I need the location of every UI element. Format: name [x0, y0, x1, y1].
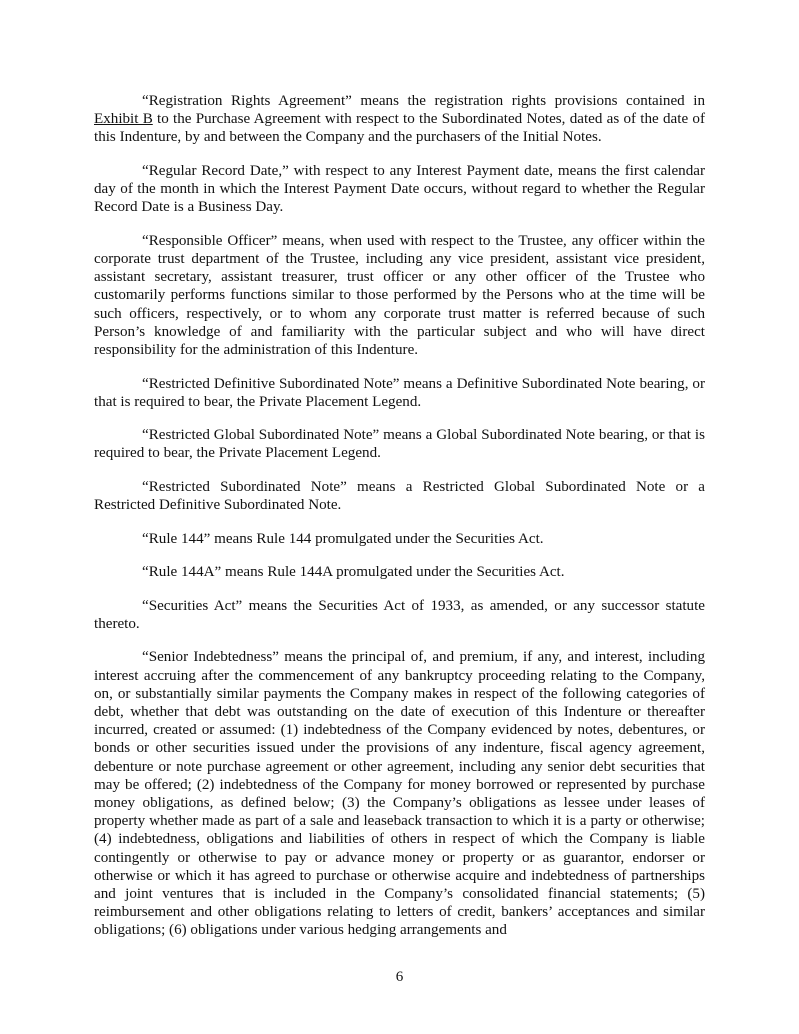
definition-responsible-officer: “Responsible Officer” means, when used with respect to the Trustee, any officer within the corporate trust department of the Trustee, including any vice president, assistant vice president, assistant secretary, assistant treasurer, trust officer or any other officer of the Trustee who customarily performs functions similar to those performed by the Persons who at the time will be such officers, respectively, or to whom any corporate trust matter is referred because of such Person’s knowledge of and familiarity with the particular subject and who will have direct responsibility for the administration of this Indenture. — [94, 232, 705, 359]
definition-restricted-subordinated-note: “Restricted Subordinated Note” means a Restricted Global Subordinated Note or a Restricted Definitive Subordinated Note. — [94, 478, 705, 514]
document-body — [94, 92, 705, 955]
definition-rule-144: “Rule 144” means Rule 144 promulgated under the Securities Act. — [142, 530, 544, 547]
definition-restricted-definitive-subordinated-note: “Restricted Definitive Subordinated Note” means a Definitive Subordinated Note bearing, or that is required to bear, the Private Placement Legend. — [94, 375, 705, 410]
definition-regular-record-date: “Regular Record Date,” with respect to any Interest Payment date, means the first calendar day of the month in which the Interest Payment Date occurs, without regard to whether the Regular Record Date is a Business Day. — [94, 162, 705, 216]
definition-securities-act: “Securities Act” means the Securities Act of 1933, as amended, or any successor statute thereto. — [94, 597, 705, 632]
definition-rule-144a: “Rule 144A” means Rule 144A promulgated under the Securities Act. — [142, 564, 565, 581]
definition-registration-rights-agreement — [94, 92, 705, 147]
paragraph-text: “Registration Rights Agreement” means the registration rights provisions contained in — [142, 93, 705, 109]
definition-restricted-global-subordinated-note: “Restricted Global Subordinated Note” means a Global Subordinated Note bearing, or that is required to bear, the Private Placement Legend. — [94, 427, 705, 462]
definition-senior-indebtedness: “Senior Indebtedness” means the principal of, and premium, if any, and interest, including interest accruing after the commencement of any bankruptcy proceeding relating to the Company, on, or substantially similar payments the Company makes in respect of the following categories of debt, whether that debt was outstanding on the date of execution of this Indenture or thereafter incurred, created or assumed: (1) indebtedness of the Company evidenced by notes, debentures, or bonds or other securities issued under the provisions of any indenture, fiscal agency agreement, debenture or note purchase agreement or other agreement, including any senior debt securities that may be offered; (2) indebtedness of the Company for money borrowed or represented by purchase money obligations, as defined below; (3) the Company’s obligations as lessee under leases of property whether made as part of a sale and leaseback transaction to which it is a party or otherwise; (4) indebtedness, obligations and liabilities of others in respect of which the Company is liable contingently or otherwise to pay or advance money or property or as guarantor, endorser or otherwise or which it has agreed to purchase or otherwise acquire and indebtedness of partnerships and joint ventures that is included in the Company’s consolidated financial statements; (5) reimbursement and other obligations relating to letters of credit, bankers’ acceptances and similar obligations; (6) obligations under various hedging arrangements and — [94, 649, 705, 939]
paragraph-text: to the Purchase Agreement with respect to the Subordinated Notes, dated as of the date of this Indenture, by and between the Company and the purchasers of the Initial Notes. — [94, 111, 705, 146]
page-number: 6 — [395, 969, 404, 985]
exhibit-b-reference: Exhibit B — [94, 111, 153, 128]
